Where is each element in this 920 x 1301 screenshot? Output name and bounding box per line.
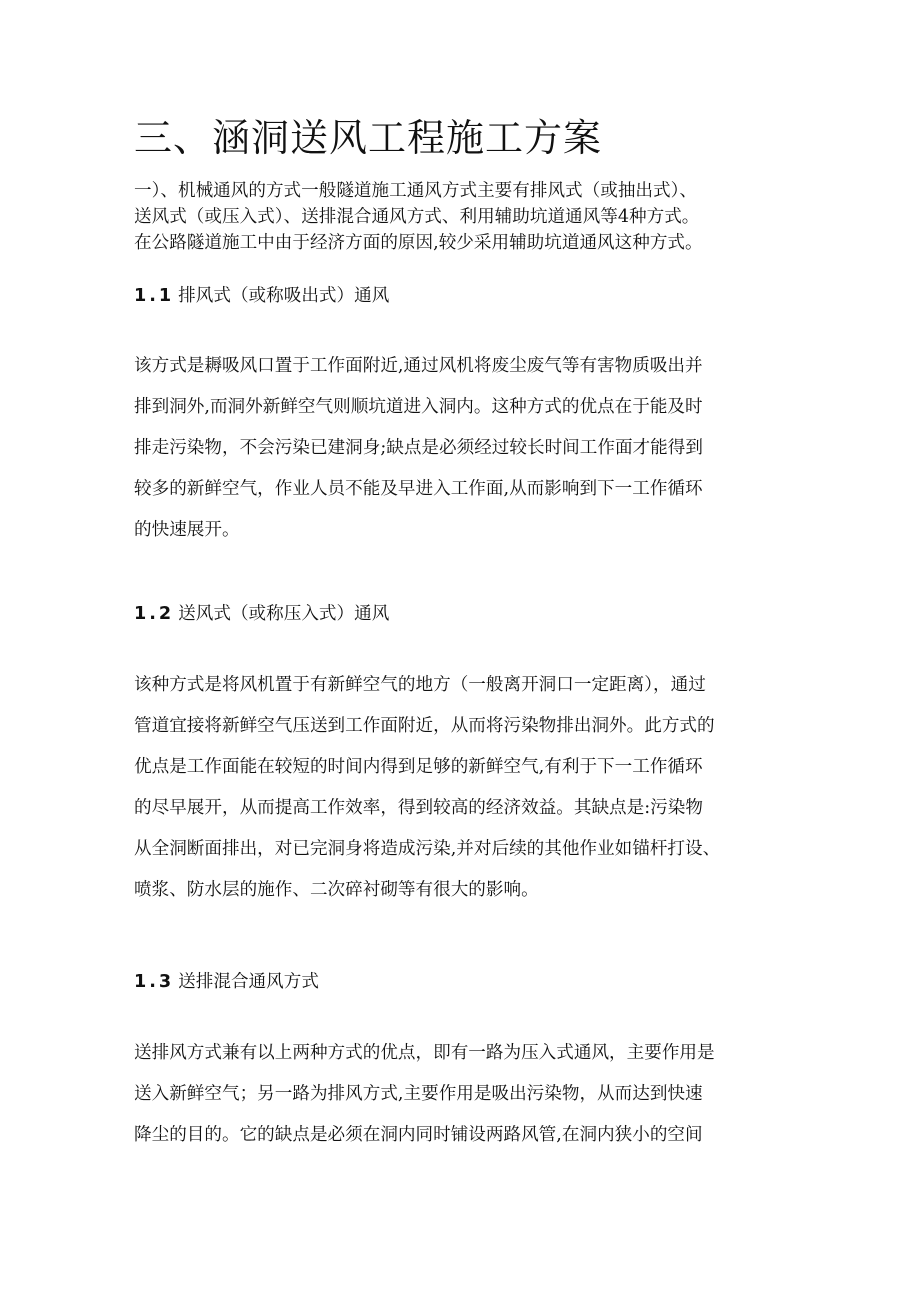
paragraph-line: 该种方式是将风机置于有新鲜空气的地方（一般离开洞口一定距离），通过 (134, 675, 706, 695)
intro-line: 一）、机械通风的方式一般隧道施工通风方式主要有排风式（或抽出式）、 (134, 181, 697, 201)
section-heading-1-1 (134, 283, 389, 309)
paragraph-line: 管道宜接将新鲜空气压送到工作面附近，从而将污染物排出洞外。此方式的 (134, 716, 715, 736)
section-heading-1-3 (134, 969, 319, 995)
paragraph-line: 优点是工作面能在较短的时间内得到足够的新鲜空气,有利于下一工作循环 (134, 757, 703, 777)
paragraph-line: 送入新鲜空气；另一路为排风方式,主要作用是吸出污染物，从而达到快速 (134, 1084, 703, 1104)
paragraph-line: 送排风方式兼有以上两种方式的优点，即有一路为压入式通风，主要作用是 (134, 1043, 715, 1063)
section-number: 1.1 (134, 286, 175, 306)
section-heading-1-2 (134, 601, 389, 627)
paragraph-line: 的尽早展开，从而提高工作效率，得到较高的经济效益。其缺点是:污染物 (134, 798, 703, 818)
section-heading-text: 送排混合通风方式 (178, 972, 319, 992)
paragraph-line: 较多的新鲜空气，作业人员不能及早进入工作面,从而影响到下一工作循环 (134, 479, 703, 499)
intro-paragraph (134, 178, 794, 256)
section-heading-text: 排风式（或称吸出式）通风 (178, 286, 390, 306)
intro-line: 在公路隧道施工中由于经济方面的原因,较少采用辅助坑道通风这种方式。 (134, 233, 703, 253)
paragraph-line: 的快速展开。 (134, 520, 240, 540)
paragraph-line: 喷浆、防水层的施作、二次碎衬砌等有很大的影响。 (134, 880, 539, 900)
paragraph-line: 从全洞断面排出，对已完洞身将造成污染,并对后续的其他作业如锚杆打设、 (134, 839, 721, 859)
section-paragraph-1-1 (134, 346, 814, 551)
paragraph-line: 排走污染物，不会污染已建洞身;缺点是必须经过较长时间工作面才能得到 (134, 438, 703, 458)
section-paragraph-1-2 (134, 665, 814, 911)
section-number: 1.2 (134, 604, 175, 624)
paragraph-line: 排到洞外,而洞外新鲜空气则顺坑道进入洞内。这种方式的优点在于能及时 (134, 397, 703, 417)
section-number: 1.3 (134, 972, 175, 992)
document-title: 三、涵洞送风工程施工方案 (134, 116, 603, 160)
section-heading-text: 送风式（或称压入式）通风 (178, 604, 390, 624)
paragraph-line: 降尘的目的。它的缺点是必须在洞内同时铺设两路风管,在洞内狭小的空间 (134, 1125, 703, 1145)
intro-line: 送风式（或压入式）、送排混合通风方式、利用辅助坑道通风等4种方式。 (134, 207, 700, 227)
paragraph-line: 该方式是耨吸风口置于工作面附近,通过风机将废尘废气等有害物质吸出并 (134, 356, 703, 376)
section-paragraph-1-3 (134, 1033, 814, 1156)
